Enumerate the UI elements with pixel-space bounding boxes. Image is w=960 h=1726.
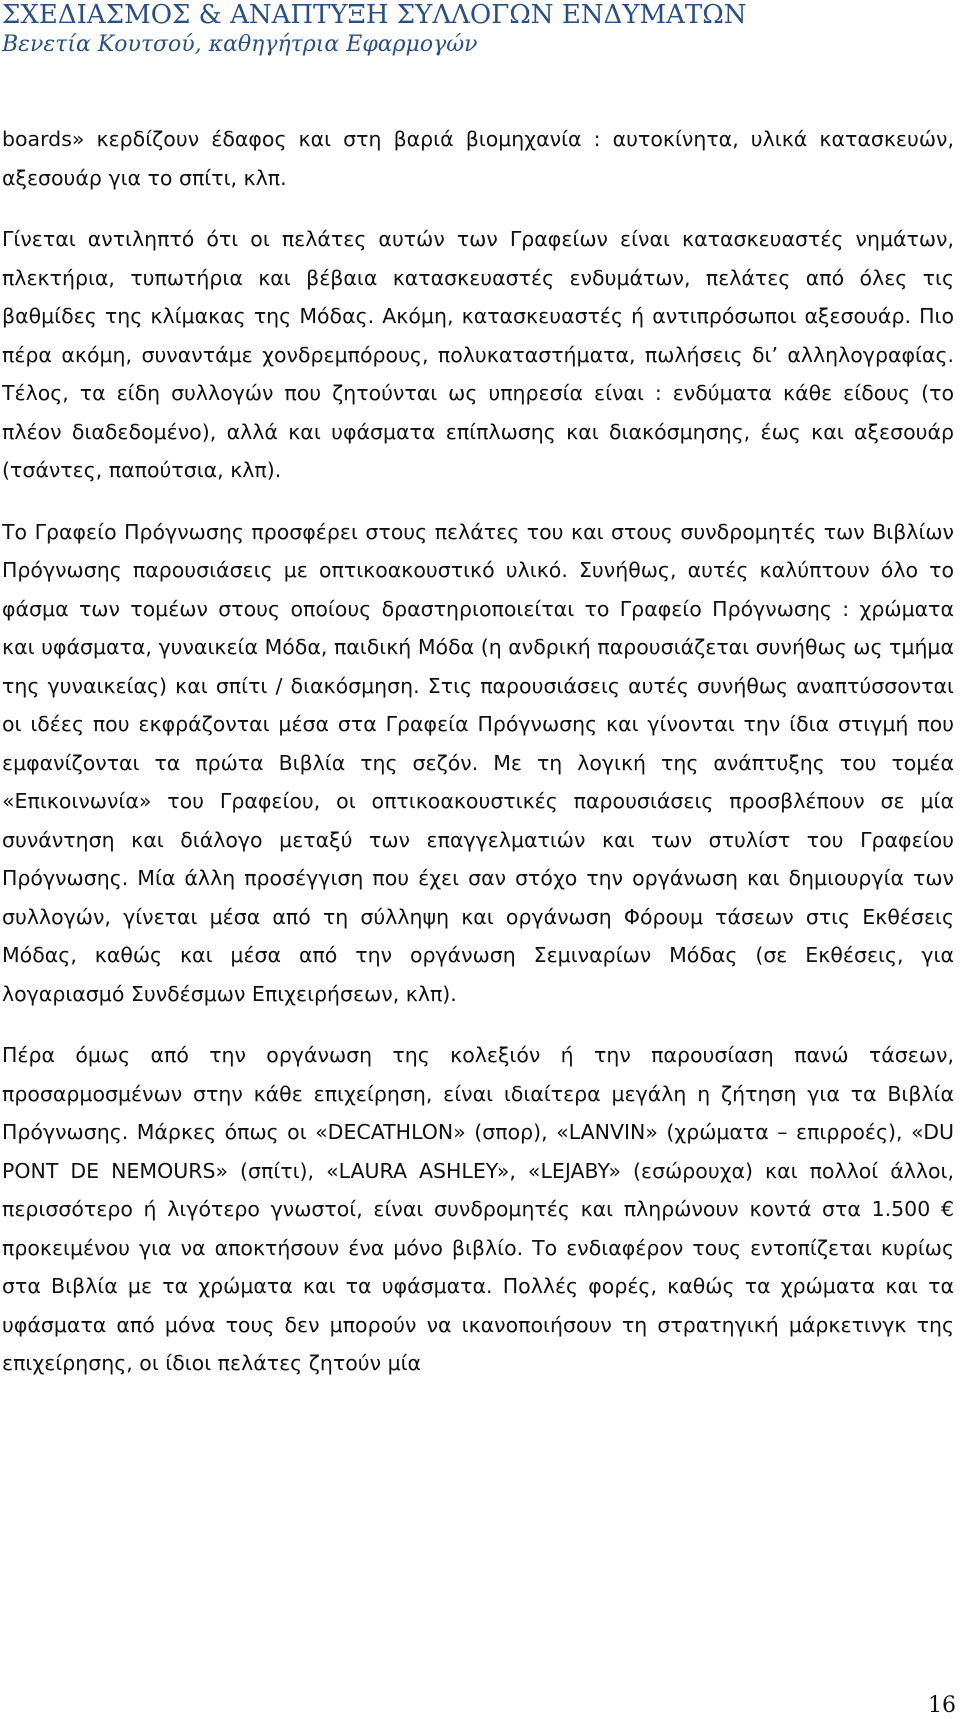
paragraph: boards» κερδίζουν έδαφος και στη βαριά βιομηχανία : αυτοκίνητα, υλικά κατασκευών, αξεσουάρ για το σπίτι, κλπ. bbox=[2, 127, 954, 190]
page-number: 16 bbox=[928, 1693, 956, 1718]
header-title: ΣΧΕΔΙΑΣΜΟΣ & ΑΝΑΠΤΥΞΗ ΣΥΛΛΟΓΩΝ ΕΝΔΥΜΑΤΩΝ bbox=[2, 0, 747, 30]
body-text bbox=[2, 120, 954, 1383]
header-subtitle: Βενετία Κουτσού, καθηγήτρια Εφαρμογών bbox=[2, 32, 478, 57]
paragraph: Το Γραφείο Πρόγνωσης προσφέρει στους πελάτες του και στους συνδρομητές των Βιβλίων Πρόγνωσης παρουσιάσεις με οπτικοακουστικό υλικό. Συνήθως, αυτές καλύπτουν όλο το φάσμα των τομέων στους οποίους δραστηριοποιείται το Γραφείο Πρόγνωσης : χρώματα και υφάσματα, γυναικεία Μόδα, παιδική Μόδα (η ανδρική παρουσιάζεται συνήθως ως τμήμα της γυναικείας) και σπίτι / διακόσμηση. Στις παρουσιάσεις αυτές συνήθως αναπτύσσονται οι ιδέες που εκφράζονται μέσα στα Γραφεία Πρόγνωσης και γίνονται την ίδια στιγμή που εμφανίζονται τα πρώτα Βιβλία της σεζόν. Με τη λογική της ανάπτυξης του τομέα «Επικοινωνία» του Γραφείου, οι οπτικοακουστικές παρουσιάσεις προσβλέπουν σε μία συνάντηση και διάλογο μεταξύ των επαγγελματιών και των στυλίστ του Γραφείου Πρόγνωσης. Μία άλλη προσέγγιση που έχει σαν στόχο την οργάνωση και δημιουργία των συλλογών, γίνεται μέσα από τη σύλληψη και οργάνωση Φόρουμ τάσεων στις Εκθέσεις Μόδας, καθώς και μέσα από την οργάνωση Σεμιναρίων Μόδας (σε Εκθέσεις, για λογαριασμό Συνδέσμων Επιχειρήσεων, κλπ). bbox=[2, 519, 954, 1006]
running-header bbox=[2, 0, 942, 60]
paragraph: Πέρα όμως από την οργάνωση της κολεξιόν ή την παρουσίαση πανώ τάσεων, προσαρμοσμένων στην κάθε επιχείρηση, είναι ιδιαίτερα μεγάλη η ζήτηση για τα Βιβλία Πρόγνωσης. Μάρκες όπως οι «DECATHLON» (σπορ), «LANVIN» (χρώματα – επιρροές), «DU PONT DE NEMOURS» (σπίτι), «LAURA ASHLEY», «LEJABY» (εσώρουχα) και πολλοί άλλοι, περισσότερο ή λιγότερο γνωστοί, είναι συνδρομητές και πληρώνουν κοντά στα 1.500 € προκειμένου για να αποκτήσουν ένα μόνο βιβλίο. Το ενδιαφέρον τους εντοπίζεται κυρίως στα Βιβλία με τα χρώματα και τα υφάσματα. Πολλές φορές, καθώς τα χρώματα και τα υφάσματα από μόνα τους δεν μπορούν να ικανοποιήσουν τη στρατηγική μάρκετινγκ της επιχείρησης, οι ίδιοι πελάτες ζητούν μία bbox=[2, 1043, 954, 1375]
paragraph: Γίνεται αντιληπτό ότι οι πελάτες αυτών των Γραφείων είναι κατασκευαστές νημάτων, πλεκτήρια, τυπωτήρια και βέβαια κατασκευαστές ενδυμάτων, πελάτες από όλες τις βαθμίδες της κλίμακας της Μόδας. Ακόμη, κατασκευαστές ή αντιπρόσωποι αξεσουάρ. Πιο πέρα ακόμη, συναντάμε χονδρεμπόρους, πολυκαταστήματα, πωλήσεις δι’ αλληλογραφίας. Τέλος, τα είδη συλλογών που ζητούνται ως υπηρεσία είναι : ενδύματα κάθε είδους (το πλέον διαδεδομένο), αλλά και υφάσματα επίπλωσης και διακόσμησης, έως και αξεσουάρ (τσάντες, παπούτσια, κλπ). bbox=[2, 227, 954, 482]
